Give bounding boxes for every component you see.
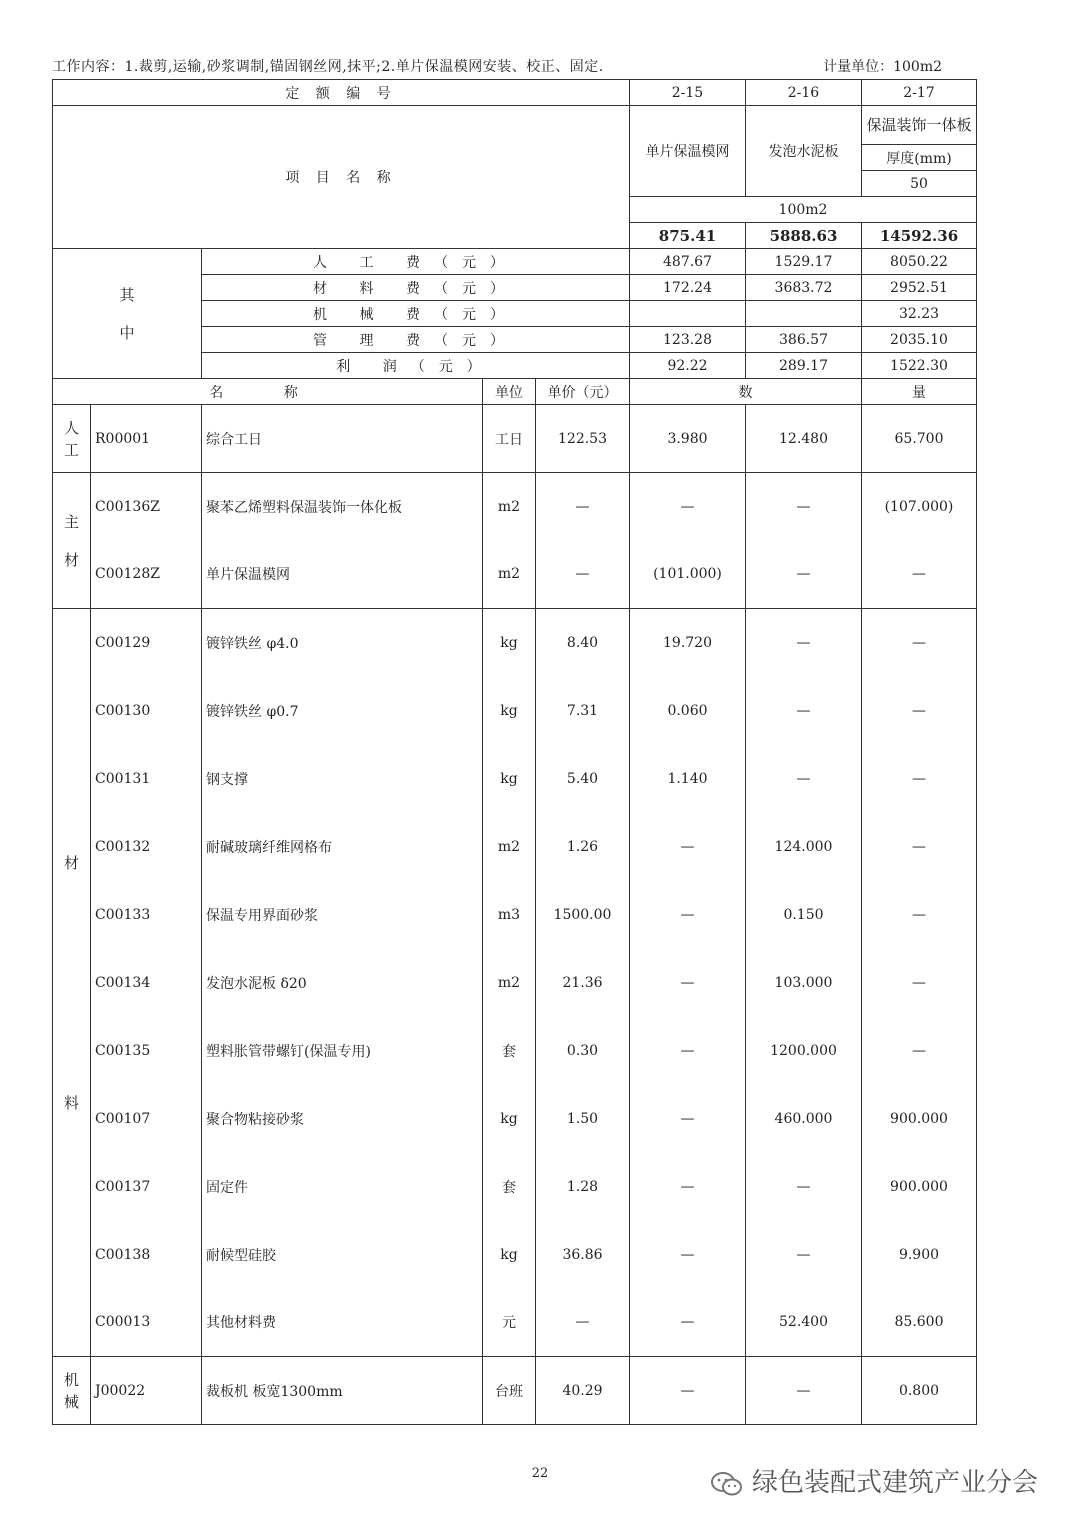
cost-label: 材 料 费（元） bbox=[202, 275, 630, 301]
material-unit: m2 bbox=[483, 949, 536, 1017]
material-unit: 套 bbox=[483, 1017, 536, 1085]
material-qty: — bbox=[630, 1153, 746, 1221]
item-name: 保温装饰一体板 bbox=[862, 106, 977, 145]
material-price: 1.28 bbox=[536, 1153, 630, 1221]
material-code: C00013 bbox=[91, 1289, 202, 1357]
cost-value: 487.67 bbox=[630, 249, 746, 275]
quantity-header-left: 数 bbox=[630, 379, 862, 405]
material-unit: 台班 bbox=[483, 1357, 536, 1425]
material-qty: — bbox=[746, 541, 862, 609]
material-name: 裁板机 板宽1300mm bbox=[202, 1357, 483, 1425]
unit-header: 单位 bbox=[483, 379, 536, 405]
cost-value bbox=[630, 301, 746, 327]
material-qty: — bbox=[630, 1289, 746, 1357]
total-price: 875.41 bbox=[630, 223, 746, 249]
quantity-header-right: 量 bbox=[862, 379, 977, 405]
watermark-text: 绿色装配式建筑产业分会 bbox=[752, 1468, 1039, 1498]
material-qty: — bbox=[862, 745, 977, 813]
material-unit: kg bbox=[483, 745, 536, 813]
material-unit: m3 bbox=[483, 881, 536, 949]
quota-table bbox=[52, 79, 977, 1425]
material-qty: — bbox=[746, 1153, 862, 1221]
material-name: 耐候型硅胶 bbox=[202, 1221, 483, 1289]
material-qty: 900.000 bbox=[862, 1085, 977, 1153]
material-name: 镀锌铁丝 φ4.0 bbox=[202, 609, 483, 677]
cost-value bbox=[746, 301, 862, 327]
material-price: 1.50 bbox=[536, 1085, 630, 1153]
material-qty: — bbox=[862, 609, 977, 677]
material-code: C00137 bbox=[91, 1153, 202, 1221]
material-name: 固定件 bbox=[202, 1153, 483, 1221]
material-code: C00128Z bbox=[91, 541, 202, 609]
material-code: C00132 bbox=[91, 813, 202, 881]
material-code: C00134 bbox=[91, 949, 202, 1017]
category-label-materials-text: 材料 bbox=[63, 853, 79, 1112]
material-qty: 12.480 bbox=[746, 405, 862, 473]
material-price: — bbox=[536, 1289, 630, 1357]
material-qty: (107.000) bbox=[862, 473, 977, 541]
material-code: J00022 bbox=[91, 1357, 202, 1425]
material-name: 单片保温模网 bbox=[202, 541, 483, 609]
item-name: 单片保温模网 bbox=[630, 106, 746, 197]
material-qty: — bbox=[862, 541, 977, 609]
material-qty: — bbox=[630, 1357, 746, 1425]
material-code: C00133 bbox=[91, 881, 202, 949]
material-qty: 900.000 bbox=[862, 1153, 977, 1221]
material-qty: — bbox=[746, 677, 862, 745]
name-header: 名 称 bbox=[53, 379, 483, 405]
cost-value: 2952.51 bbox=[862, 275, 977, 301]
material-code: R00001 bbox=[91, 405, 202, 473]
page-header bbox=[52, 54, 942, 78]
cost-value: 92.22 bbox=[630, 353, 746, 379]
material-price: 1.26 bbox=[536, 813, 630, 881]
material-qty: — bbox=[630, 473, 746, 541]
material-qty: — bbox=[862, 677, 977, 745]
material-qty: 0.150 bbox=[746, 881, 862, 949]
material-qty: — bbox=[862, 1017, 977, 1085]
material-name: 发泡水泥板 δ20 bbox=[202, 949, 483, 1017]
material-price: 40.29 bbox=[536, 1357, 630, 1425]
material-qty: — bbox=[630, 1221, 746, 1289]
material-unit: m2 bbox=[483, 473, 536, 541]
material-name: 聚苯乙烯塑料保温装饰一体化板 bbox=[202, 473, 483, 541]
material-name: 聚合物粘接砂浆 bbox=[202, 1085, 483, 1153]
material-qty: 19.720 bbox=[630, 609, 746, 677]
material-qty: 1200.000 bbox=[746, 1017, 862, 1085]
material-qty: — bbox=[630, 881, 746, 949]
material-unit: kg bbox=[483, 1085, 536, 1153]
material-unit: 工日 bbox=[483, 405, 536, 473]
material-qty: — bbox=[746, 609, 862, 677]
material-price: 7.31 bbox=[536, 677, 630, 745]
material-qty: 9.900 bbox=[862, 1221, 977, 1289]
category-label-materials bbox=[53, 609, 91, 1357]
total-price: 14592.36 bbox=[862, 223, 977, 249]
material-price: 36.86 bbox=[536, 1221, 630, 1289]
material-qty: — bbox=[630, 1017, 746, 1085]
material-name: 综合工日 bbox=[202, 405, 483, 473]
material-qty: — bbox=[630, 1085, 746, 1153]
cost-label: 人 工 费（元） bbox=[202, 249, 630, 275]
quota-code: 2-16 bbox=[746, 80, 862, 106]
category-label-main-material: 主材 bbox=[53, 473, 91, 609]
material-qty: — bbox=[862, 813, 977, 881]
material-price: 8.40 bbox=[536, 609, 630, 677]
material-code: C00138 bbox=[91, 1221, 202, 1289]
quota-code: 2-17 bbox=[862, 80, 977, 106]
among-label-char: 中 bbox=[119, 323, 135, 342]
thickness-label: 厚度(mm) bbox=[862, 145, 977, 171]
cost-value: 1522.30 bbox=[862, 353, 977, 379]
material-qty: — bbox=[746, 745, 862, 813]
material-code: C00129 bbox=[91, 609, 202, 677]
cost-value: 2035.10 bbox=[862, 327, 977, 353]
material-name: 耐碱玻璃纤维网格布 bbox=[202, 813, 483, 881]
material-name: 保温专用界面砂浆 bbox=[202, 881, 483, 949]
material-code: C00130 bbox=[91, 677, 202, 745]
measurement-unit: 计量单位：100m2 bbox=[823, 59, 942, 75]
material-unit: kg bbox=[483, 677, 536, 745]
material-unit: m2 bbox=[483, 541, 536, 609]
total-price: 5888.63 bbox=[746, 223, 862, 249]
material-qty: 460.000 bbox=[746, 1085, 862, 1153]
material-qty: 0.060 bbox=[630, 677, 746, 745]
material-qty: 124.000 bbox=[746, 813, 862, 881]
among-label-char: 其 bbox=[119, 285, 135, 304]
material-code: C00131 bbox=[91, 745, 202, 813]
page-number: 22 bbox=[531, 1466, 549, 1481]
material-code: C00135 bbox=[91, 1017, 202, 1085]
material-qty: 103.000 bbox=[746, 949, 862, 1017]
material-unit: 元 bbox=[483, 1289, 536, 1357]
material-price: — bbox=[536, 541, 630, 609]
cost-label: 机 械 费（元） bbox=[202, 301, 630, 327]
material-qty: — bbox=[862, 881, 977, 949]
material-price: — bbox=[536, 473, 630, 541]
cost-value: 172.24 bbox=[630, 275, 746, 301]
material-qty: 1.140 bbox=[630, 745, 746, 813]
material-qty: — bbox=[630, 813, 746, 881]
cost-value: 1529.17 bbox=[746, 249, 862, 275]
material-unit: 套 bbox=[483, 1153, 536, 1221]
material-qty: 85.600 bbox=[862, 1289, 977, 1357]
cost-value: 123.28 bbox=[630, 327, 746, 353]
cost-value: 3683.72 bbox=[746, 275, 862, 301]
material-price: 1500.00 bbox=[536, 881, 630, 949]
material-qty: — bbox=[746, 1221, 862, 1289]
material-code: C00136Z bbox=[91, 473, 202, 541]
material-name: 塑料胀管带螺钉(保温专用) bbox=[202, 1017, 483, 1085]
quota-number-label: 定 额 编 号 bbox=[53, 80, 630, 106]
material-name: 其他材料费 bbox=[202, 1289, 483, 1357]
material-qty: (101.000) bbox=[630, 541, 746, 609]
material-qty: — bbox=[630, 949, 746, 1017]
material-name: 钢支撑 bbox=[202, 745, 483, 813]
material-qty: 65.700 bbox=[862, 405, 977, 473]
watermark bbox=[710, 1462, 1050, 1502]
item-name: 发泡水泥板 bbox=[746, 106, 862, 197]
among-label bbox=[53, 249, 202, 379]
material-qty: — bbox=[746, 1357, 862, 1425]
material-unit: m2 bbox=[483, 813, 536, 881]
material-price: 0.30 bbox=[536, 1017, 630, 1085]
material-unit: kg bbox=[483, 609, 536, 677]
cost-value: 289.17 bbox=[746, 353, 862, 379]
unit-row: 100m2 bbox=[630, 197, 977, 223]
quota-code: 2-15 bbox=[630, 80, 746, 106]
material-qty: — bbox=[746, 473, 862, 541]
cost-value: 32.23 bbox=[862, 301, 977, 327]
material-unit: kg bbox=[483, 1221, 536, 1289]
category-label-machinery: 机械 bbox=[53, 1357, 91, 1425]
material-name: 镀锌铁丝 φ0.7 bbox=[202, 677, 483, 745]
material-code: C00107 bbox=[91, 1085, 202, 1153]
wechat-icon bbox=[710, 1471, 744, 1497]
material-price: 21.36 bbox=[536, 949, 630, 1017]
cost-label: 管 理 费（元） bbox=[202, 327, 630, 353]
work-content: 工作内容：1.裁剪,运输,砂浆调制,锚固钢丝网,抹平;2.单片保温模网安装、校正、固定. bbox=[52, 59, 604, 75]
cost-value: 386.57 bbox=[746, 327, 862, 353]
cost-label: 利 润（元） bbox=[202, 353, 630, 379]
item-name-label: 项 目 名 称 bbox=[53, 106, 630, 249]
cost-value: 8050.22 bbox=[862, 249, 977, 275]
category-label-labor: 人工 bbox=[53, 405, 91, 473]
material-price: 5.40 bbox=[536, 745, 630, 813]
material-qty: 0.800 bbox=[862, 1357, 977, 1425]
material-qty: — bbox=[862, 949, 977, 1017]
thickness-value: 50 bbox=[862, 171, 977, 197]
material-qty: 52.400 bbox=[746, 1289, 862, 1357]
price-header: 单价（元） bbox=[536, 379, 630, 405]
material-price: 122.53 bbox=[536, 405, 630, 473]
material-qty: 3.980 bbox=[630, 405, 746, 473]
